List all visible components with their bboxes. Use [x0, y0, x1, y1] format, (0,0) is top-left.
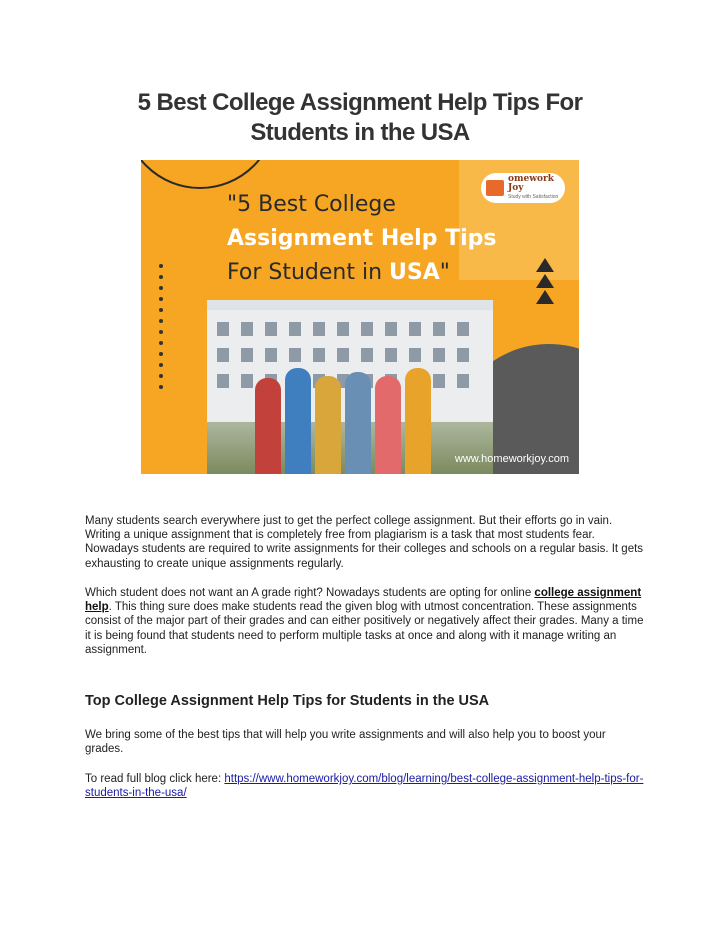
dots-decoration	[159, 264, 163, 396]
page-title-line-2: Students in the USA	[250, 119, 470, 146]
college-assignment-help-link[interactable]: college assignment help	[85, 587, 642, 614]
logo-tagline: Study with Satisfaction	[508, 193, 559, 200]
banner-arc-decoration	[141, 160, 277, 189]
page-title-line-1: 5 Best College Assignment Help Tips For	[137, 89, 583, 116]
banner-headline-line-3-suffix: "	[439, 260, 450, 285]
banner-image	[141, 160, 579, 474]
read-more-paragraph	[85, 772, 645, 800]
banner-headline-line-1: "5 Best College	[227, 192, 396, 217]
banner-headline-line-2: Assignment Help Tips	[227, 226, 497, 251]
homework-joy-logo	[481, 173, 565, 203]
tips-paragraph: We bring some of the best tips that will help you write assignments and will also help you to boost your grades.	[85, 729, 606, 756]
page-title	[0, 88, 720, 148]
full-blog-link[interactable]: https://www.homeworkjoy.com/blog/learning/best-college-assignment-help-tips-for-students-in-the-usa/	[85, 773, 644, 800]
second-paragraph	[85, 586, 645, 657]
second-paragraph-start: Which student does not want an A grade right? Nowadays students are opting for online	[85, 587, 535, 599]
logo-name: omework Joy	[508, 173, 554, 193]
banner-headline-usa: USA	[389, 260, 440, 285]
triangle-arrows-icon	[536, 258, 554, 306]
section-heading: Top College Assignment Help Tips for Students in the USA	[85, 693, 490, 709]
read-more-label: To read full blog click here:	[85, 773, 225, 785]
banner-headline-line-3	[227, 256, 497, 290]
intro-paragraph: Many students search everywhere just to get the perfect college assignment. But their efforts go in vain. Writing a unique assignment that is completely free from plagiarism is a task that most students fear. Nowadays students are required to write assignments for their colleges and schools on a regular basis. It gets exhausting to create unique assignments regularly.	[85, 515, 644, 570]
book-icon	[486, 180, 504, 196]
banner-headline	[227, 188, 497, 290]
students-photo	[207, 300, 493, 474]
logo-text	[508, 175, 565, 202]
website-url: www.homeworkjoy.com	[454, 453, 569, 465]
banner-headline-line-3-prefix: For Student in	[227, 260, 390, 285]
second-paragraph-end: . This thing sure does make students read the given blog with utmost concentration. These assignments consist of the major part of their grades and can either positively or negatively affect their grades. Many a time it is being found that students need to perform multiple tasks at once and along with it manage writing an assignment.	[85, 601, 644, 656]
